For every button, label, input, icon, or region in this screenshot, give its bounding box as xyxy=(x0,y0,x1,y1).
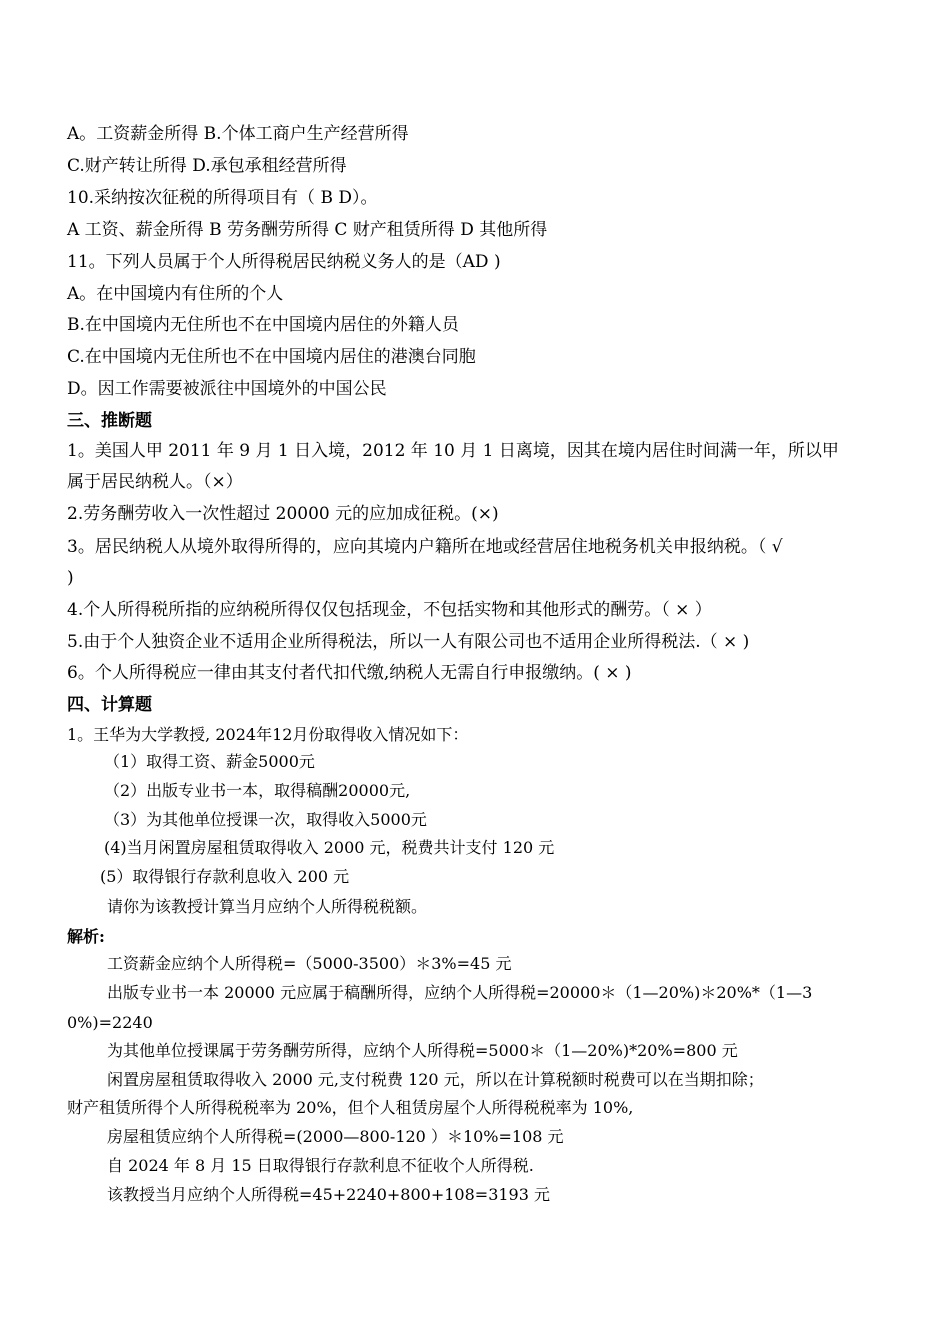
judgment-3-line-1: 3。居民纳税人从境外取得所得的，应向其境内户籍所在地或经营居住地税务机关申报纳税。（ √ xyxy=(67,537,783,557)
q9-options-cd: C.财产转让所得 D.承包承租经营所得 xyxy=(67,156,347,176)
question-11-option-c: C.在中国境内无住所也不在中国境内居住的港澳台同胞 xyxy=(67,347,476,367)
calculation-1-item-5: (5）取得银行存款利息收入 200 元 xyxy=(100,867,350,886)
judgment-1-line-1: 1。美国人甲 2011 年 9 月 1 日入境，2012 年 10 月 1 日离境，因其在境内居住时间满一年，所以甲 xyxy=(67,441,839,461)
calculation-1-item-1: （1）取得工资、薪金5000元 xyxy=(104,752,315,771)
analysis-royalty-line-1: 出版专业书一本 20000 元应属于稿酬所得，应纳个人所得税=20000＊（1—20%)＊20%*（1—3 xyxy=(107,983,813,1002)
judgment-3-line-2: ) xyxy=(67,568,74,588)
analysis-wages: 工资薪金应纳个人所得税=（5000-3500）＊3%=45 元 xyxy=(107,954,512,973)
section-heading-calculation: 四、计算题 xyxy=(67,695,152,715)
calculation-1-item-3: （3）为其他单位授课一次，取得收入5000元 xyxy=(104,810,427,829)
analysis-total: 该教授当月应纳个人所得税=45+2240+800+108=3193 元 xyxy=(107,1185,550,1204)
analysis-rental-line-1: 闲置房屋租赁取得收入 2000 元,支付税费 120 元，所以在计算税额时税费可以在当期扣除； xyxy=(107,1070,764,1089)
question-10: 10.采纳按次征税的所得项目有（ B D）。 xyxy=(67,188,378,208)
analysis-rental-tax: 房屋租赁应纳个人所得税=(2000—800-120 ）＊10%=108 元 xyxy=(107,1127,564,1146)
analysis-royalty-line-2: 0%)=2240 xyxy=(67,1013,153,1032)
question-10-options: A 工资、薪金所得 B 劳务酬劳所得 C 财产租赁所得 D 其他所得 xyxy=(67,220,548,240)
analysis-rental-line-2: 财产租赁所得个人所得税税率为 20%，但个人租赁房屋个人所得税税率为 10%, xyxy=(67,1098,634,1117)
question-11-option-b: B.在中国境内无住所也不在中国境内居住的外籍人员 xyxy=(67,315,459,335)
section-heading-judgment: 三、推断题 xyxy=(67,411,152,431)
analysis-heading: 解析: xyxy=(67,927,105,946)
judgment-1-line-2: 属于居民纳税人。（×） xyxy=(67,472,243,492)
question-11-option-a: A。在中国境内有住所的个人 xyxy=(67,284,284,304)
calculation-1-item-4: (4)当月闲置房屋租赁取得收入 2000 元，税费共计支付 120 元 xyxy=(104,838,555,857)
analysis-service: 为其他单位授课属于劳务酬劳所得，应纳个人所得税=5000＊（1—20%)*20%=800 元 xyxy=(107,1041,738,1060)
judgment-6: 6。个人所得税应一律由其支付者代扣代缴,纳税人无需自行申报缴纳。( × ) xyxy=(67,663,632,683)
judgment-4: 4.个人所得税所指的应纳税所得仅仅包括现金，不包括实物和其他形式的酬劳。（ × ） xyxy=(67,600,712,620)
calculation-1-question: 请你为该教授计算当月应纳个人所得税税额。 xyxy=(107,897,428,916)
judgment-2: 2.劳务酬劳收入一次性超过 20000 元的应加成征税。(×) xyxy=(67,504,499,524)
judgment-5: 5.由于个人独资企业不适用企业所得税法，所以一人有限公司也不适用企业所得税法.（ × ) xyxy=(67,632,750,652)
calculation-1-item-2: （2）出版专业书一本，取得稿酬20000元, xyxy=(104,781,411,800)
analysis-interest: 自 2024 年 8 月 15 日取得银行存款利息不征收个人所得税. xyxy=(107,1156,534,1175)
calculation-1-intro: 1。王华为大学教授, 2024年12月份取得收入情况如下： xyxy=(67,725,469,744)
question-11-option-d: D。因工作需要被派往中国境外的中国公民 xyxy=(67,379,387,399)
question-11: 11。下列人员属于个人所得税居民纳税义务人的是（AD ) xyxy=(67,252,501,272)
q9-options-ab: A。工资薪金所得 B.个体工商户生产经营所得 xyxy=(67,124,409,144)
